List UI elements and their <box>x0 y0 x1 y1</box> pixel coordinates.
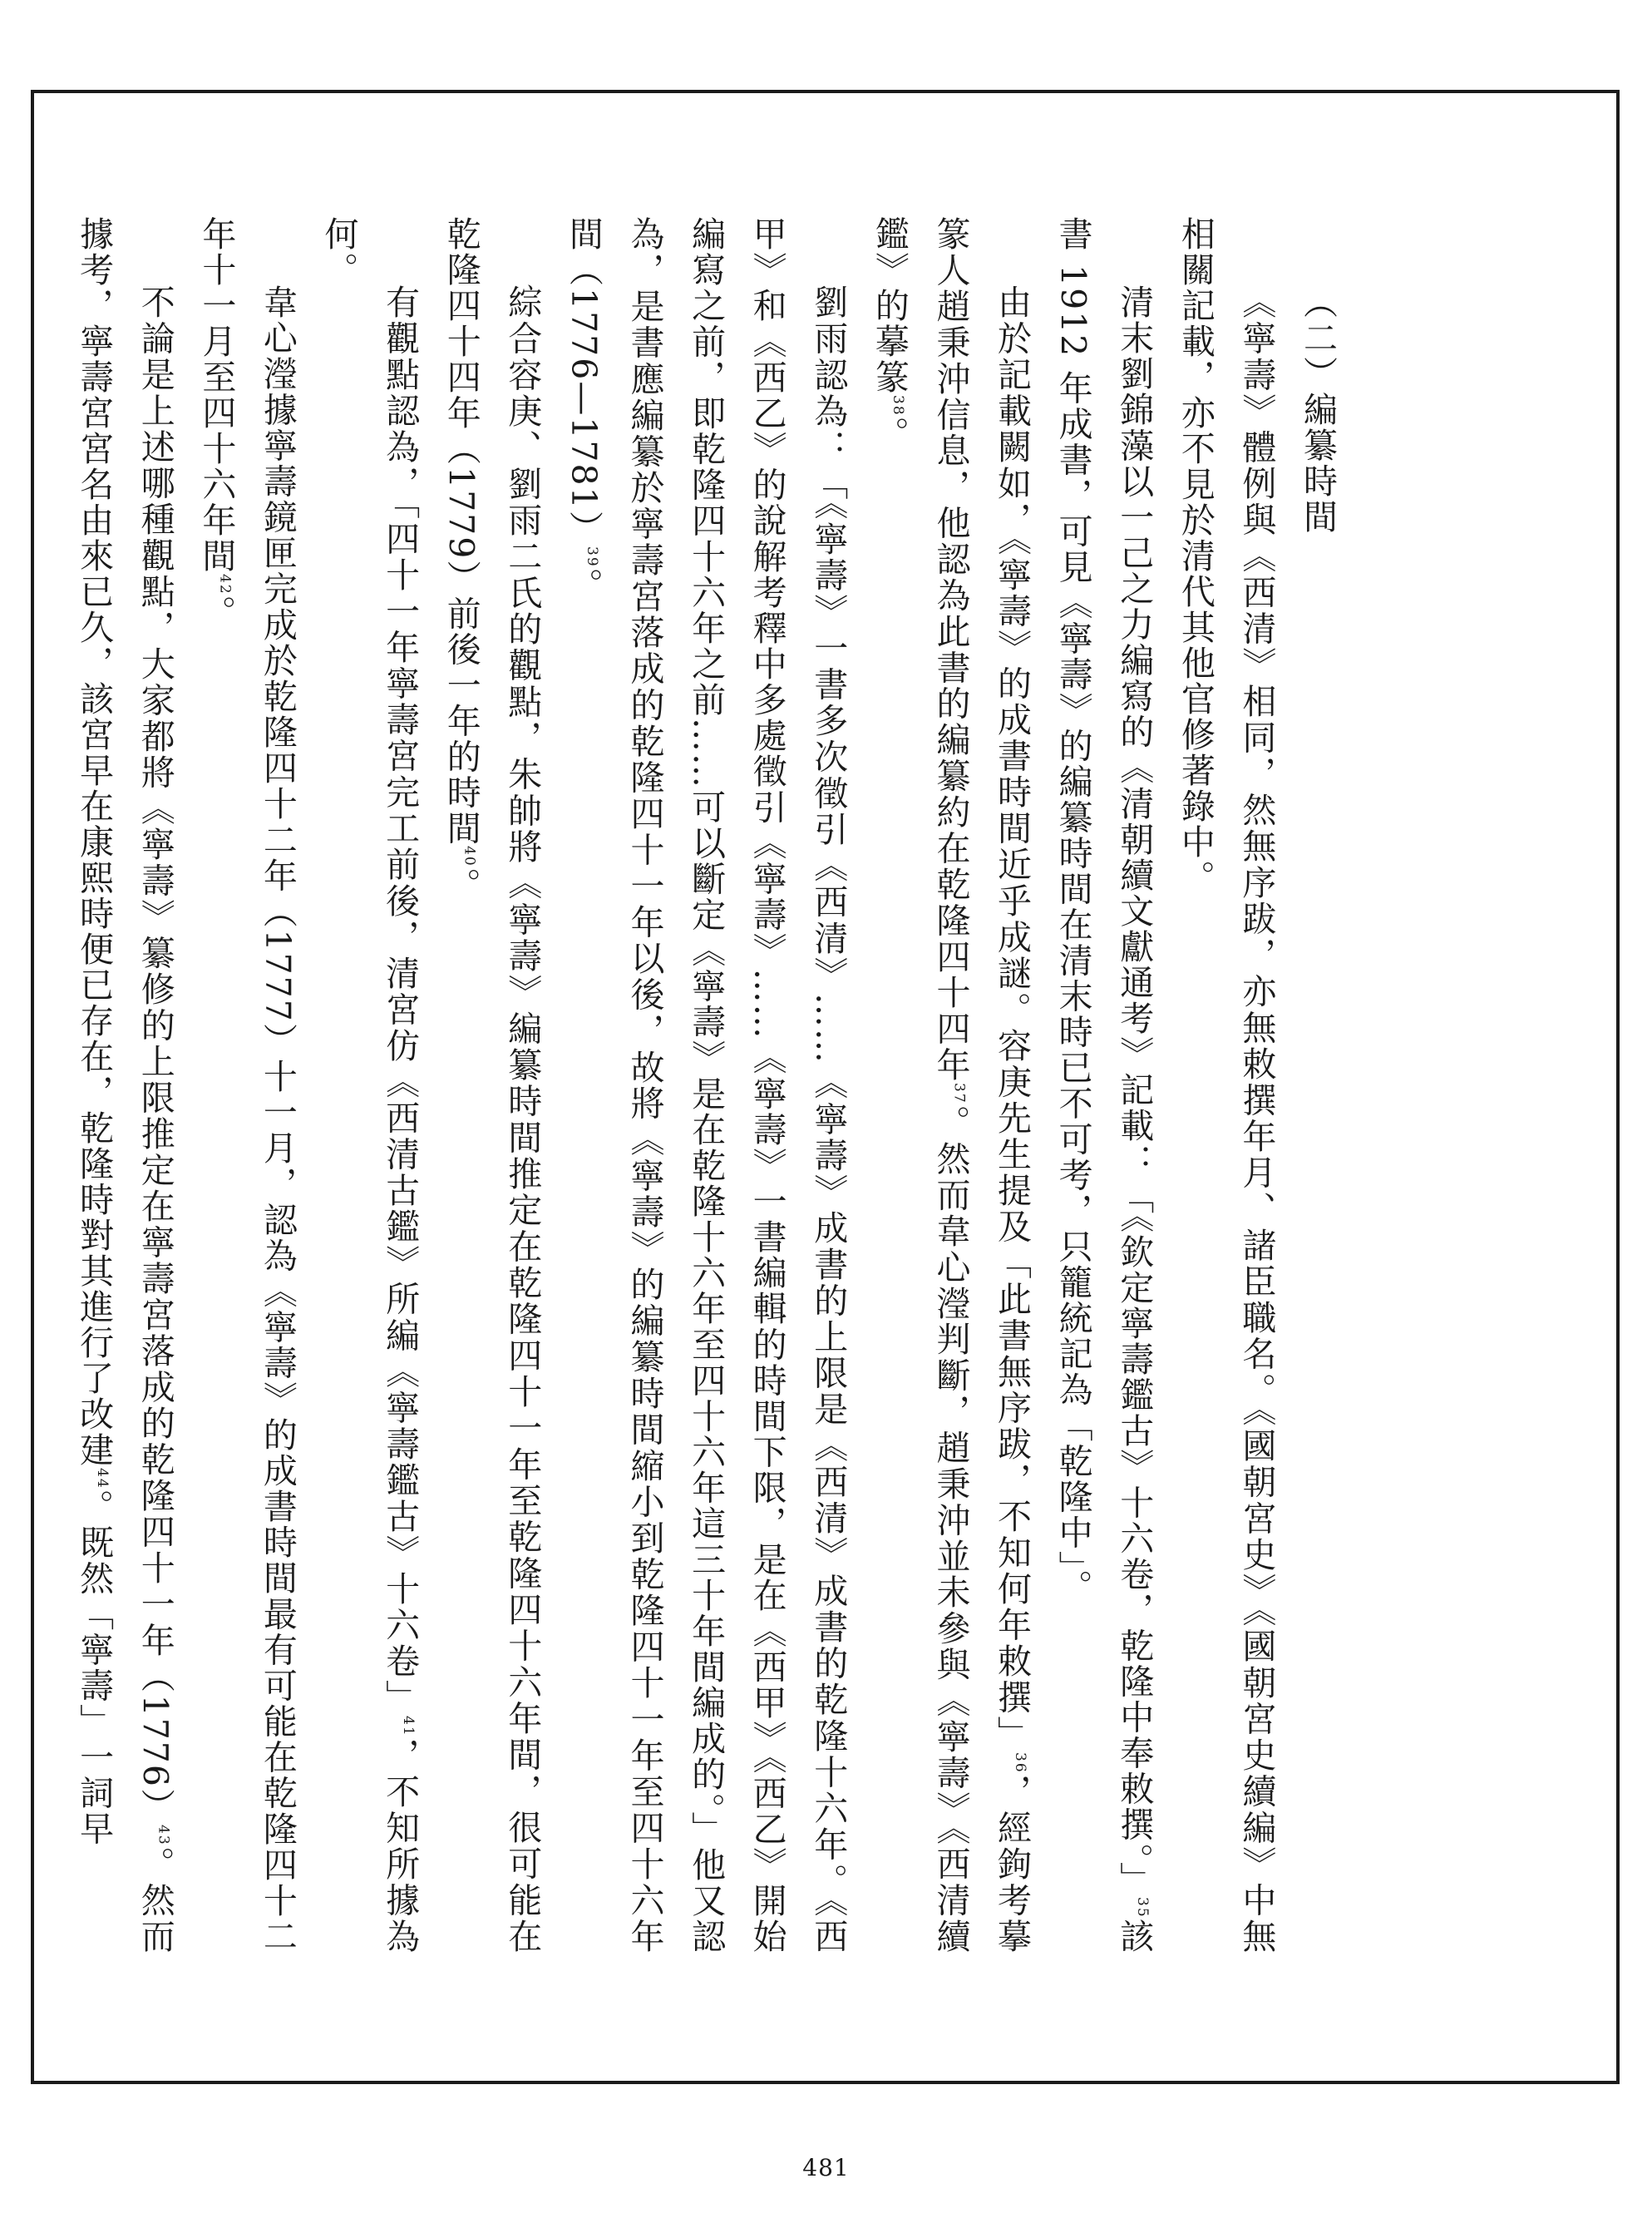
paragraph-4 <box>552 216 858 1954</box>
paragraph-text: 劉雨認為：「《寧壽》一書多次徵引《西清》……《寧壽》成書的上限是《西清》成書的乾隆十六年。《西甲》和《西乙》的說解考釋中多處徵引《寧壽》……《寧壽》一書編輯的時間下限，是在《西甲》《西乙》開始編寫之前，即乾隆四十六年之前……可以斷定《寧壽》是在乾隆十六年至四十六年這三十年間編成的。」他又認為，是書應編纂於寧壽宮落成的乾隆四十一年以後，故將《寧壽》的編纂時間縮小到乾隆四十一年至四十六年間（1776—1781） <box>563 216 849 1954</box>
paragraph-text: 。 <box>869 416 910 452</box>
paragraph-text: 有觀點認為，「四十一年寧壽宮完工前後，清宮仿《西清古鑑》所編《寧壽鑑古》十六卷」 <box>380 284 421 1717</box>
footnote-ref[interactable]: 40 <box>461 846 478 867</box>
paragraph-text: 。然而韋心瀅判斷，趙秉沖並未參與《寧壽》《西清續鑑》的摹篆 <box>869 216 971 1955</box>
paragraph-text: 《寧壽》體例與《西清》相同，然無序跋，亦無敕撰年月、諸臣職名。《國朝宮史》《國朝宮史續編》中無相關記載，亦不見於清代其他官修著錄中。 <box>1175 216 1277 1954</box>
paragraph-1 <box>1164 216 1286 1954</box>
paragraph-text: 。然而據考，寧壽宮宮名由來已久，該宮早在康熙時便已存在，乾隆時對其進行了改建 <box>74 216 175 1955</box>
vertical-text-body <box>74 216 1348 1955</box>
footnote-ref[interactable]: 44 <box>94 1468 111 1489</box>
footnote-ref[interactable]: 42 <box>216 574 234 595</box>
paragraph-text: ，經鉤考摹篆人趙秉沖信息，他認為此書的編纂約在乾隆四十四年 <box>930 216 1033 1955</box>
paragraph-text: 。 <box>441 867 481 903</box>
paragraph-text: ，不知所據為何。 <box>318 216 421 1955</box>
section-heading: （二）編纂時間 <box>1298 284 1338 535</box>
paragraph-8 <box>63 216 185 1954</box>
footnote-ref[interactable]: 43 <box>155 1824 172 1846</box>
footnote-ref[interactable]: 35 <box>1134 1897 1151 1919</box>
paragraph-text: 清末劉錦藻以一己之力編寫的《清朝續文獻通考》記載：「《欽定寧壽鑑古》十六卷，乾隆中奉敕撰。」 <box>1114 284 1155 1898</box>
page-number: 481 <box>802 2154 850 2181</box>
paragraph-text: 由於記載闕如，《寧壽》的成書時間近乎成謎。容庚先生提及「此書無序跋，不知何年敕撰」 <box>992 284 1033 1752</box>
paragraph-7 <box>185 216 308 1954</box>
paragraph-text: 韋心瀅據寧壽鏡匣完成於乾隆四十二年（1777）十一月，認為《寧壽》的成書時間最有可能在乾隆四十二年十一月至四十六年間 <box>196 216 298 1954</box>
footnote-ref[interactable]: 38 <box>889 395 906 417</box>
paragraph-text: 。既然「寧壽」一詞早 <box>74 1489 115 1847</box>
paragraph-text: 該書 1912 年成書，可見《寧壽》的編纂時間在清末時已不可考，只籠統記為「乾隆中」。 <box>1053 216 1155 1955</box>
paragraph-3 <box>858 216 1042 1954</box>
footnote-ref[interactable]: 37 <box>950 1083 968 1105</box>
paragraph-text: 綜合容庚、劉雨二氏的觀點，朱帥將《寧壽》編纂時間推定在乾隆四十一年至乾隆四十六年間，很可能在乾隆四十四年（1779）前後一年的時間 <box>441 216 543 1954</box>
paragraph-text: 。 <box>196 595 237 631</box>
footnote-ref[interactable]: 39 <box>583 546 600 568</box>
footnote-ref[interactable]: 41 <box>400 1716 417 1737</box>
paragraph-text: 。 <box>563 567 604 604</box>
paragraph-2 <box>1042 216 1164 1954</box>
paragraph-text: 不論是上述哪種觀點，大家都將《寧壽》纂修的上限推定在寧壽宮落成的乾隆四十一年（1776） <box>135 284 175 1825</box>
paragraph-6 <box>308 216 430 1954</box>
paragraph-5 <box>430 216 552 1954</box>
footnote-ref[interactable]: 36 <box>1012 1751 1029 1774</box>
